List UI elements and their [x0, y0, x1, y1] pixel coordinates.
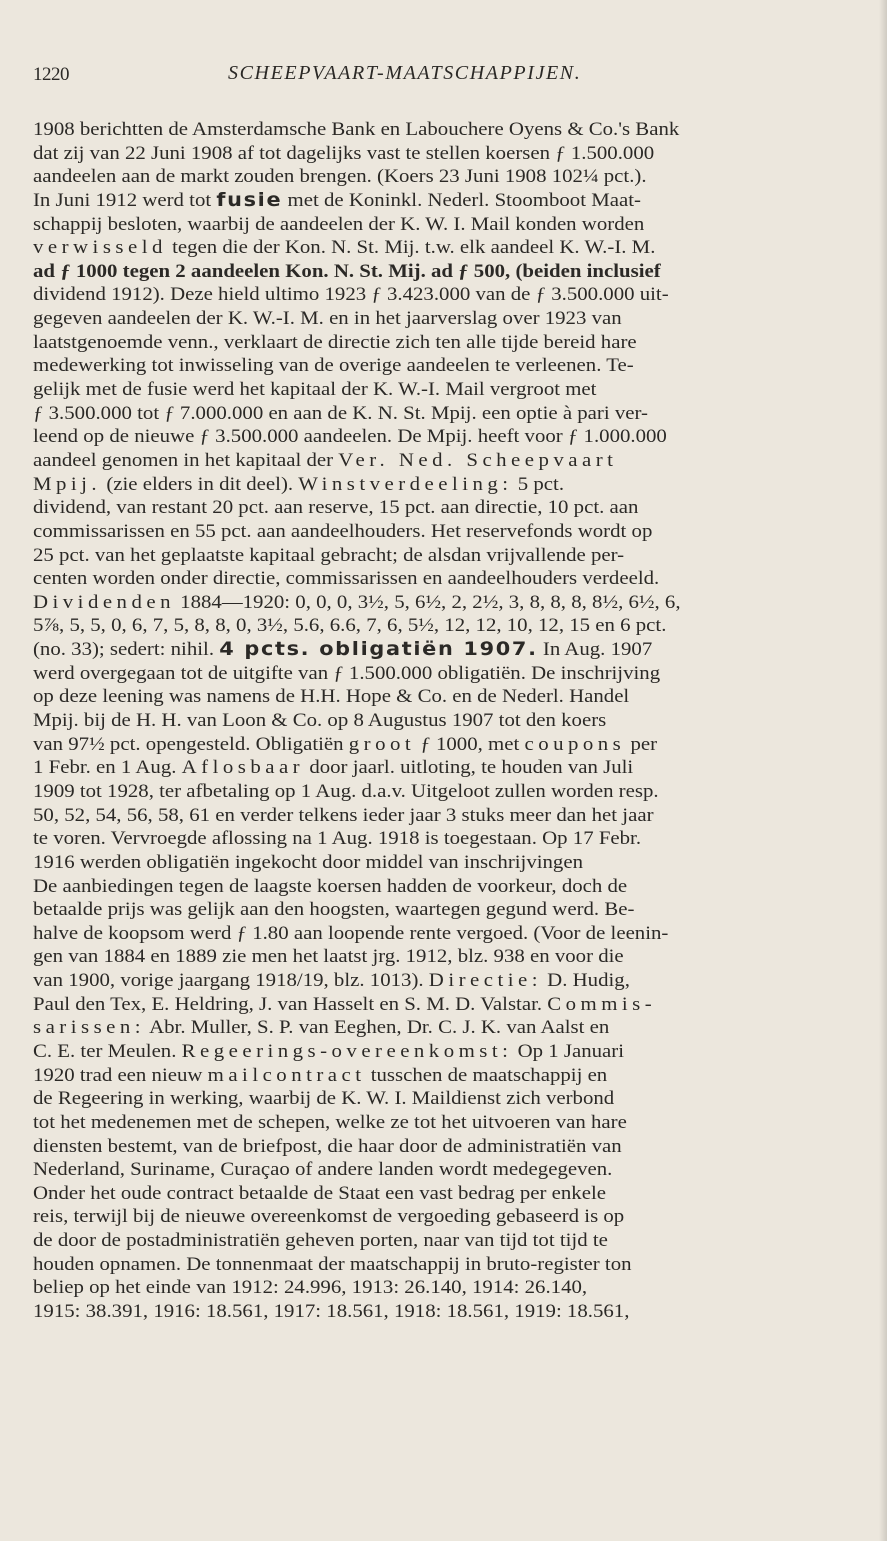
- text-run: Regeerings-overeenkomst:: [181, 1040, 513, 1062]
- text-run: mailcontract: [207, 1064, 366, 1086]
- text-line: [33, 1135, 861, 1159]
- text-line: [33, 354, 861, 378]
- text-line: [33, 1111, 861, 1135]
- text-run: schappij besloten, waarbij de aandeelen der K. W. I. Mail konden worden: [33, 213, 645, 235]
- text-run: werd overgegaan tot de uitgifte van ƒ 1.500.000 obligatiën. De inschrijving: [33, 662, 661, 684]
- text-run: te voren. Vervroegde aflossing na 1 Aug. 1918 is toegestaan. Op 17 Febr.: [33, 828, 642, 850]
- text-run: In Juni 1912 werd tot: [33, 189, 217, 211]
- text-run: groot: [348, 733, 416, 755]
- text-line: [33, 1300, 861, 1324]
- text-run: Dividenden: [33, 591, 175, 613]
- text-line: [33, 851, 861, 875]
- text-run: tot het medenemen met de schepen, welke ze tot het uitvoeren van hare: [33, 1111, 627, 1133]
- text-run: 1 Febr. en 1 Aug.: [33, 757, 182, 779]
- running-title: SCHEEPVAART-MAATSCHAPPIJEN.: [228, 62, 582, 84]
- text-run: van 1900, vorige jaargang 1918/19, blz. 1013).: [33, 970, 429, 992]
- text-line: [33, 520, 861, 544]
- text-run: Aflosbaar: [181, 757, 305, 779]
- text-line: [33, 827, 861, 851]
- text-line: [33, 567, 861, 591]
- text-run: laatstgenoemde venn., verklaart de directie zich ten alle tijde bereid hare: [33, 331, 637, 353]
- text-run: gen van 1884 en 1889 zie men het laatst jrg. 1912, blz. 938 en voor die: [33, 946, 624, 968]
- text-line: [33, 922, 861, 946]
- text-run: gelijk met de fusie werd het kapitaal der K. W.-I. Mail vergroot met: [33, 379, 597, 401]
- text-line: [33, 449, 861, 473]
- text-run: van 97½ pct. opengesteld. Obligatiën: [33, 733, 349, 755]
- text-run: Paul den Tex, E. Heldring, J. van Hasselt en S. M. D. Valstar.: [33, 993, 548, 1015]
- text-line: [33, 685, 861, 709]
- text-run: de Regeering in werking, waarbij de K. W. I. Maildienst zich verbond: [33, 1088, 615, 1110]
- text-run: Winstverdeeling:: [298, 473, 513, 495]
- text-line: [33, 1016, 861, 1040]
- text-run: sarissen:: [33, 1017, 146, 1039]
- text-run: centen worden onder directie, commissarissen en aandeelhouders verdeeld.: [33, 568, 660, 590]
- text-line: [33, 307, 861, 331]
- text-run: tegen die der Kon. N. St. Mij. t.w. elk aandeel K. W.-I. M.: [166, 237, 656, 259]
- text-line: [33, 993, 861, 1017]
- text-run: Onder het oude contract betaalde de Staat een vast bedrag per enkele: [33, 1182, 607, 1204]
- text-run: Mpij. bij de H. H. van Loon & Co. op 8 Augustus 1907 tot den koers: [33, 710, 607, 732]
- text-run: 1915: 38.391, 1916: 18.561, 1917: 18.561, 1918: 18.561, 1919: 18.561,: [33, 1301, 630, 1323]
- text-line: [33, 969, 861, 993]
- text-run: De aanbiedingen tegen de laagste koersen hadden de voorkeur, doch de: [33, 875, 628, 897]
- text-line: [33, 213, 861, 237]
- text-run: de door de postadministratiën geheven porten, naar van tijd tot tijd te: [33, 1230, 608, 1252]
- text-line: [33, 165, 861, 189]
- text-line: [33, 591, 861, 615]
- text-run: tusschen de maatschappij en: [365, 1064, 608, 1086]
- text-run: Mpij.: [33, 473, 102, 495]
- text-run: door jaarl. uitloting, te houden van Juli: [304, 757, 634, 779]
- text-run: ƒ 3.500.000 tot ƒ 7.000.000 en aan de K. N. St. Mpij. een optie à pari ver-: [33, 402, 648, 424]
- text-line: [33, 1182, 861, 1206]
- text-run: 25 pct. van het geplaatste kapitaal gebracht; de alsdan vrijvallende per-: [33, 544, 625, 566]
- text-run: 1920 trad een nieuw: [33, 1064, 208, 1086]
- text-run: betaalde prijs was gelijk aan den hoogsten, waartegen gegund werd. Be-: [33, 899, 635, 921]
- text-run: 4 pcts. obligatiën 1907.: [219, 639, 538, 661]
- text-line: [33, 331, 861, 355]
- text-line: [33, 378, 861, 402]
- text-line: [33, 709, 861, 733]
- text-line: [33, 1087, 861, 1111]
- text-run: leend op de nieuwe ƒ 3.500.000 aandeelen. De Mpij. heeft voor ƒ 1.000.000: [33, 426, 667, 448]
- text-run: medewerking tot inwisseling van de overige aandeelen te verleenen. Te-: [33, 355, 634, 377]
- text-run: D. Hudig,: [541, 970, 630, 992]
- text-line: [33, 236, 861, 260]
- text-run: beliep op het einde van 1912: 24.996, 1913: 26.140, 1914: 26.140,: [33, 1277, 588, 1299]
- text-run: fusie: [216, 189, 283, 211]
- text-run: Abr. Muller, S. P. van Eeghen, Dr. C. J. K. van Aalst en: [145, 1017, 610, 1039]
- text-line: [33, 945, 861, 969]
- text-line: [33, 1229, 861, 1253]
- text-run: (no. 33); sedert: nihil.: [33, 639, 220, 661]
- text-line: [33, 756, 861, 780]
- text-line: [33, 638, 861, 662]
- text-run: 5⅞, 5, 5, 0, 6, 7, 5, 8, 8, 0, 3½, 5.6, 6.6, 7, 6, 5½, 12, 12, 10, 12, 15 en 6 pct.: [33, 615, 667, 637]
- text-line: [33, 875, 861, 899]
- text-run: Directie:: [428, 970, 542, 992]
- text-run: verwisseld: [33, 237, 167, 259]
- text-run: dat zij van 22 Juni 1908 af tot dagelijks vast te stellen koersen ƒ 1.500.000: [33, 142, 655, 164]
- text-run: ad ƒ 1000 tegen 2 aandeelen Kon. N. St. Mij. ad ƒ 500, (beiden inclusief: [33, 260, 661, 282]
- text-line: [33, 1276, 861, 1300]
- text-line: [33, 260, 861, 284]
- text-run: per: [625, 733, 658, 755]
- text-line: [33, 142, 861, 166]
- text-run: houden opnamen. De tonnenmaat der maatschappij in bruto-register ton: [33, 1253, 632, 1275]
- text-run: halve de koopsom werd ƒ 1.80 aan loopende rente vergoed. (Voor de leenin-: [33, 922, 669, 944]
- text-line: [33, 780, 861, 804]
- text-line: [33, 1253, 861, 1277]
- text-run: aandeel genomen in het kapitaal der: [33, 449, 339, 471]
- text-line: [33, 496, 861, 520]
- text-line: [33, 733, 861, 757]
- text-run: (zie elders in dit deel).: [101, 473, 299, 495]
- text-run: 5 pct.: [512, 473, 565, 495]
- text-run: diensten bestemt, van de briefpost, die haar door de administratiën van: [33, 1135, 622, 1157]
- text-line: [33, 402, 861, 426]
- text-run: op deze leening was namens de H.H. Hope & Co. en de Nederl. Handel: [33, 686, 630, 708]
- body-text: [33, 118, 861, 1324]
- text-run: dividend 1912). Deze hield ultimo 1923 ƒ 3.423.000 van de ƒ 3.500.000 uit-: [33, 284, 669, 306]
- text-line: [33, 898, 861, 922]
- text-line: [33, 1205, 861, 1229]
- text-run: 1884—1920: 0, 0, 0, 3½, 5, 6½, 2, 2½, 3, 8, 8, 8, 8½, 6½, 6,: [174, 591, 681, 613]
- text-run: met de Koninkl. Nederl. Stoomboot Maat-: [282, 189, 641, 211]
- text-line: [33, 614, 861, 638]
- text-run: commissarissen en 55 pct. aan aandeelhouders. Het reservefonds wordt op: [33, 520, 653, 542]
- text-run: 50, 52, 54, 56, 58, 61 en verder telkens ieder jaar 3 stuks meer dan het jaar: [33, 804, 654, 826]
- text-run: coupons: [524, 733, 626, 755]
- text-run: aandeelen aan de markt zouden brengen. (Koers 23 Juni 1908 102¼ pct.).: [33, 166, 647, 188]
- text-line: [33, 283, 861, 307]
- text-line: [33, 804, 861, 828]
- text-line: [33, 189, 861, 213]
- page-edge-shadow: [879, 0, 887, 1541]
- text-line: [33, 118, 861, 142]
- text-line: [33, 662, 861, 686]
- text-run: dividend, van restant 20 pct. aan reserve, 15 pct. aan directie, 10 pct. aan: [33, 497, 639, 519]
- text-run: Op 1 Januari: [512, 1040, 625, 1062]
- text-run: Nederland, Suriname, Curaçao of andere landen wordt medegegeven.: [33, 1159, 613, 1181]
- page-header: [33, 60, 863, 90]
- text-line: [33, 1040, 861, 1064]
- text-run: 1908 berichtten de Amsterdamsche Bank en Labouchere Oyens & Co.'s Bank: [33, 119, 680, 140]
- text-line: [33, 1064, 861, 1088]
- text-run: In Aug. 1907: [537, 639, 653, 661]
- text-run: reis, terwijl bij de nieuwe overeenkomst de vergoeding gebaseerd is op: [33, 1206, 625, 1228]
- text-line: [33, 473, 861, 497]
- text-run: 1916 werden obligatiën ingekocht door middel van inschrijvingen: [33, 851, 584, 873]
- page-number: 1220: [33, 64, 69, 85]
- text-run: ƒ 1000, met: [415, 733, 525, 755]
- text-run: 1909 tot 1928, ter afbetaling op 1 Aug. d.a.v. Uitgeloot zullen worden resp.: [33, 780, 659, 802]
- text-run: gegeven aandeelen der K. W.-I. M. en in het jaarverslag over 1923 van: [33, 308, 622, 330]
- text-run: Commis-: [547, 993, 657, 1015]
- text-line: [33, 1158, 861, 1182]
- text-run: Ver. Ned. Scheepvaart: [338, 449, 618, 471]
- text-run: C. E. ter Meulen.: [33, 1040, 182, 1062]
- text-line: [33, 425, 861, 449]
- text-line: [33, 544, 861, 568]
